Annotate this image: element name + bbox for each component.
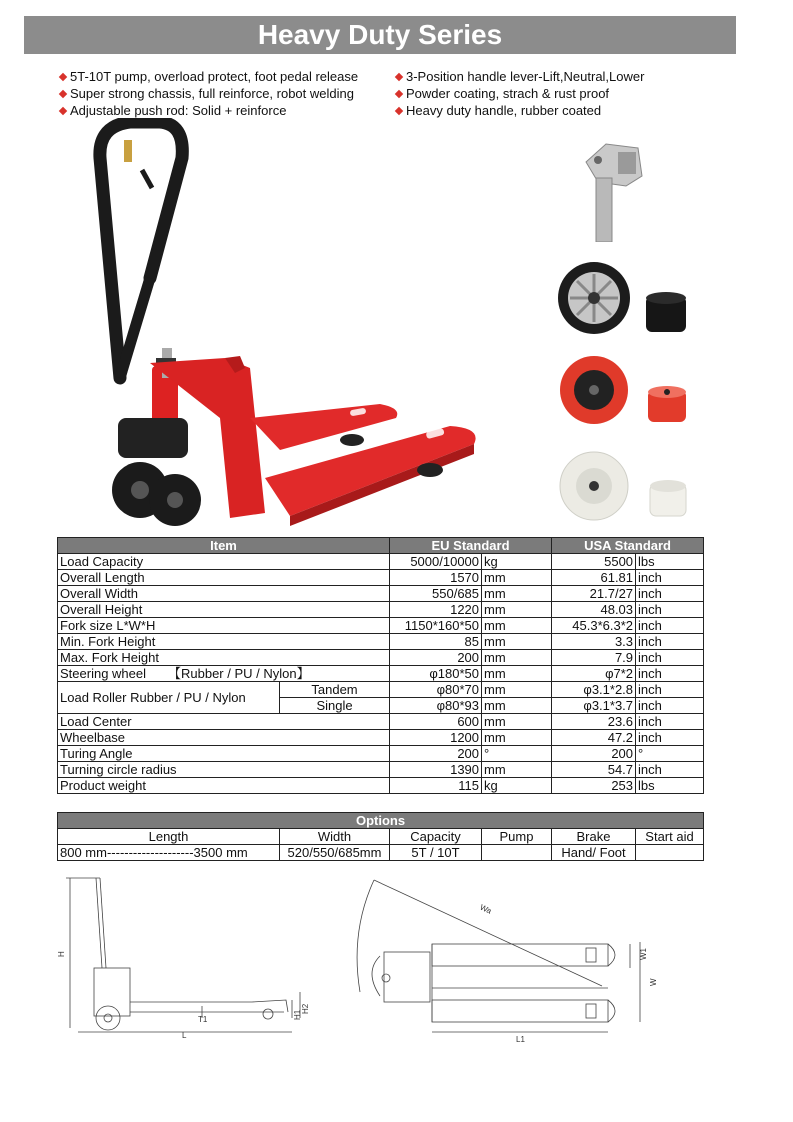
usa-value: φ3.1*2.8 [552, 682, 636, 698]
eu-unit: mm [482, 714, 552, 730]
usa-unit: lbs [636, 554, 704, 570]
options-length-value: 800 mm--------------------3500 mm [58, 845, 280, 861]
eu-value: 200 [390, 746, 482, 762]
side-view-drawing [56, 872, 326, 1042]
dim-t1-label: T1 [198, 1015, 208, 1024]
spec-row [58, 714, 704, 730]
top-view-drawing [340, 872, 675, 1044]
dim-l-label: L [182, 1031, 187, 1040]
spec-row [58, 602, 704, 618]
usa-value: φ3.1*3.7 [552, 698, 636, 714]
spec-item-label: Overall Width [58, 586, 390, 602]
eu-unit: kg [482, 778, 552, 794]
usa-value: 54.7 [552, 762, 636, 778]
spec-row [58, 730, 704, 746]
eu-value: φ80*93 [390, 698, 482, 714]
options-brake-value: Hand/ Foot [552, 845, 636, 861]
dim-h2-label: H2 [301, 1003, 310, 1014]
feature-item: 5T-10T pump, overload protect, foot pedal release [58, 68, 394, 85]
diamond-bullet-icon [59, 89, 67, 97]
feature-item: Powder coating, strach & rust proof [394, 85, 694, 102]
options-width-value: 520/550/685mm [280, 845, 390, 861]
eu-unit: kg [482, 554, 552, 570]
eu-unit: mm [482, 570, 552, 586]
eu-value: 5000/10000 [390, 554, 482, 570]
diamond-bullet-icon [395, 72, 403, 80]
usa-value: φ7*2 [552, 666, 636, 682]
usa-unit: inch [636, 650, 704, 666]
usa-value: 200 [552, 746, 636, 762]
usa-value: 23.6 [552, 714, 636, 730]
eu-value: φ180*50 [390, 666, 482, 682]
options-col-pump: Pump [482, 829, 552, 845]
eu-unit: mm [482, 666, 552, 682]
usa-unit: inch [636, 634, 704, 650]
spec-row [58, 634, 704, 650]
feature-item: Heavy duty handle, rubber coated [394, 102, 694, 119]
diamond-bullet-icon [59, 72, 67, 80]
usa-value: 7.9 [552, 650, 636, 666]
title-banner [24, 16, 736, 54]
eu-unit: ° [482, 746, 552, 762]
options-col-brake: Brake [552, 829, 636, 845]
usa-value: 47.2 [552, 730, 636, 746]
nylon-wheel-image [556, 448, 698, 524]
dim-w-label: W [649, 978, 658, 986]
eu-value: 115 [390, 778, 482, 794]
eu-unit: mm [482, 762, 552, 778]
eu-value: 1220 [390, 602, 482, 618]
spec-item-label: Overall Height [58, 602, 390, 618]
spec-row [58, 666, 704, 682]
feature-item: 3-Position handle lever-Lift,Neutral,Lower [394, 68, 694, 85]
spec-item-label: Fork size L*W*H [58, 618, 390, 634]
spec-item-label: Load Capacity [58, 554, 390, 570]
dim-wa-label: Wa [478, 902, 493, 916]
usa-unit: inch [636, 698, 704, 714]
diamond-bullet-icon [59, 106, 67, 114]
diamond-bullet-icon [395, 106, 403, 114]
spec-row [58, 554, 704, 570]
eu-value: 1390 [390, 762, 482, 778]
spec-item-label: Overall Length [58, 570, 390, 586]
feature-item: Adjustable push rod: Solid + reinforce [58, 102, 394, 119]
spec-row [58, 746, 704, 762]
eu-value: 1570 [390, 570, 482, 586]
header-eu: EU Standard [390, 538, 552, 554]
single-label: Single [280, 698, 390, 714]
eu-value: φ80*70 [390, 682, 482, 698]
options-col-capacity: Capacity [390, 829, 482, 845]
usa-unit: inch [636, 570, 704, 586]
eu-value: 550/685 [390, 586, 482, 602]
usa-unit: inch [636, 762, 704, 778]
dim-h-label: H [57, 951, 66, 957]
spec-item-label: Wheelbase [58, 730, 390, 746]
usa-unit: ° [636, 746, 704, 762]
spec-item-label: Steering wheel 【Rubber / PU / Nylon】 [58, 666, 390, 682]
dim-w1-label: W1 [639, 948, 648, 960]
pallet-truck-image [90, 118, 490, 526]
options-value-row [58, 845, 704, 861]
eu-unit: mm [482, 618, 552, 634]
load-roller-label: Load Roller Rubber / PU / Nylon [58, 682, 280, 714]
usa-unit: inch [636, 666, 704, 682]
header-usa: USA Standard [552, 538, 704, 554]
usa-value: 48.03 [552, 602, 636, 618]
spec-table [57, 537, 704, 794]
rubber-wheel-image [556, 258, 698, 340]
options-col-start-aid: Start aid [636, 829, 704, 845]
usa-unit: inch [636, 714, 704, 730]
eu-value: 600 [390, 714, 482, 730]
spec-item-label: Load Center [58, 714, 390, 730]
spec-row [58, 762, 704, 778]
usa-value: 45.3*6.3*2 [552, 618, 636, 634]
eu-unit: mm [482, 698, 552, 714]
options-title: Options [58, 813, 704, 829]
options-start-aid-value [636, 845, 704, 861]
diamond-bullet-icon [395, 89, 403, 97]
pump-assembly-image [578, 138, 648, 242]
spec-item-label: Max. Fork Height [58, 650, 390, 666]
spec-row [58, 586, 704, 602]
feature-list [58, 68, 698, 119]
options-header-row [58, 829, 704, 845]
eu-unit: mm [482, 682, 552, 698]
usa-unit: inch [636, 682, 704, 698]
usa-value: 5500 [552, 554, 636, 570]
usa-unit: inch [636, 602, 704, 618]
eu-value: 1150*160*50 [390, 618, 482, 634]
usa-unit: inch [636, 618, 704, 634]
eu-unit: mm [482, 634, 552, 650]
eu-value: 85 [390, 634, 482, 650]
options-capacity-value: 5T / 10T [390, 845, 482, 861]
options-col-width: Width [280, 829, 390, 845]
eu-value: 1200 [390, 730, 482, 746]
options-pump-value [482, 845, 552, 861]
spec-item-label: Turing Angle [58, 746, 390, 762]
usa-unit: inch [636, 730, 704, 746]
spec-row [58, 778, 704, 794]
dim-h1-label: H1 [293, 1009, 302, 1020]
usa-value: 3.3 [552, 634, 636, 650]
dim-l1-label: L1 [516, 1035, 525, 1044]
spec-row [58, 570, 704, 586]
spec-row-load-roller-tandem [58, 682, 704, 698]
usa-unit: inch [636, 586, 704, 602]
spec-header-row [58, 538, 704, 554]
eu-unit: mm [482, 602, 552, 618]
spec-row [58, 650, 704, 666]
eu-unit: mm [482, 650, 552, 666]
usa-value: 253 [552, 778, 636, 794]
usa-value: 21.7/27 [552, 586, 636, 602]
usa-value: 61.81 [552, 570, 636, 586]
eu-unit: mm [482, 586, 552, 602]
options-col-length: Length [58, 829, 280, 845]
usa-unit: lbs [636, 778, 704, 794]
header-item: Item [58, 538, 390, 554]
eu-value: 200 [390, 650, 482, 666]
spec-item-label: Product weight [58, 778, 390, 794]
pu-wheel-image [556, 352, 698, 428]
spec-row [58, 618, 704, 634]
spec-item-label: Min. Fork Height [58, 634, 390, 650]
options-table [57, 812, 704, 861]
feature-item: Super strong chassis, full reinforce, robot welding [58, 85, 394, 102]
spec-item-label: Turning circle radius [58, 762, 390, 778]
tandem-label: Tandem [280, 682, 390, 698]
eu-unit: mm [482, 730, 552, 746]
page-title: Heavy Duty Series [257, 19, 503, 50]
